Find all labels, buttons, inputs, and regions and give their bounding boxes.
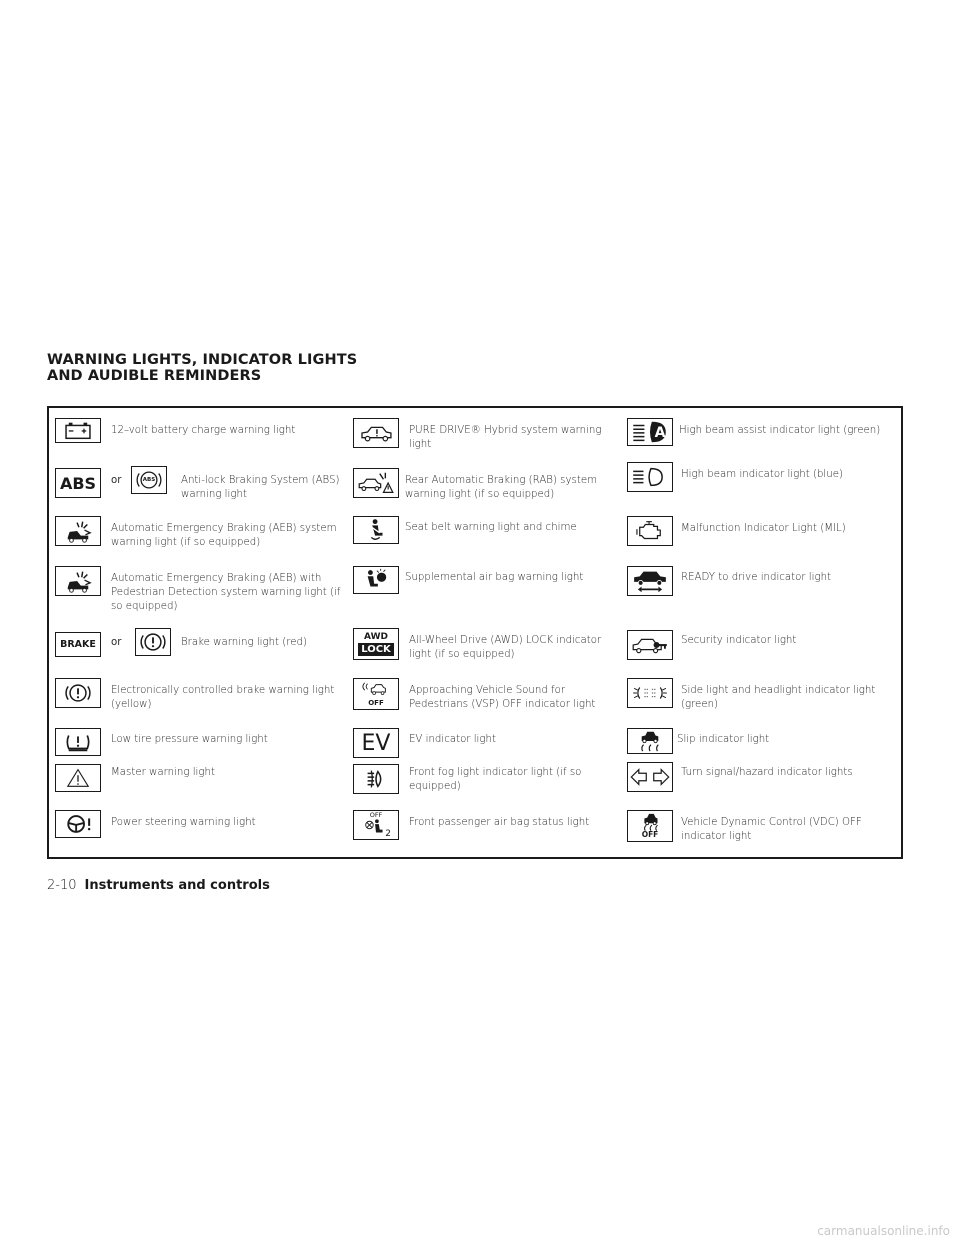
section-name: Instruments and controls	[84, 878, 270, 893]
security-icon	[627, 630, 673, 660]
list-item-label: Supplemental air bag warning light	[405, 572, 584, 583]
vsp-off-icon	[353, 678, 399, 710]
rear-braking-icon	[353, 468, 399, 498]
aeb-icon	[55, 516, 101, 546]
vdc-off-text: OFF	[641, 830, 659, 839]
list-item-label: Front passenger air bag status light	[409, 817, 590, 828]
aeb-pedestrian-icon	[55, 566, 101, 596]
list-item-label: Automatic Emergency Braking (AEB) system warning light (if so equipped)	[111, 523, 337, 548]
electronic-brake-icon	[55, 678, 101, 708]
list-item-label: READY to drive indicator light	[681, 572, 832, 583]
abs-icon	[55, 468, 101, 498]
high-beam-icon	[627, 462, 673, 492]
high-beam-assist-icon	[627, 418, 673, 446]
list-item-label: PURE DRIVE® Hybrid system warning light	[409, 425, 602, 450]
or-connector: or	[111, 637, 122, 648]
list-item-label: Security indicator light	[681, 635, 797, 646]
vdc-off-icon	[627, 810, 673, 842]
air-bag-icon	[353, 566, 399, 594]
list-item-label: Master warning light	[111, 767, 215, 778]
list-item-label: High beam assist indicator light (green)	[679, 425, 881, 436]
side-light-icon	[627, 678, 673, 708]
front-fog-icon	[353, 764, 399, 794]
or-connector: or	[111, 475, 122, 486]
list-item-label: Turn signal/hazard indicator lights	[681, 767, 853, 778]
list-item-label: Automatic Emergency Braking (AEB) with Pedestrian Detection system warning light (if so equipped)	[111, 573, 341, 612]
brake-icon-text: BRAKE	[60, 639, 96, 650]
slip-icon	[627, 728, 673, 754]
list-item-label: Brake warning light (red)	[181, 637, 307, 648]
awd-text: AWD	[364, 632, 388, 642]
list-item-label: EV indicator light	[409, 734, 496, 745]
list-item-label: Low tire pressure warning light	[111, 734, 268, 745]
page-footer	[47, 878, 270, 894]
passenger-off-text: OFF	[369, 811, 383, 819]
ready-icon	[627, 566, 673, 596]
turn-signal-icon	[627, 762, 673, 792]
abs-circle-icon	[131, 466, 167, 494]
list-item-label: Power steering warning light	[111, 817, 256, 828]
tire-pressure-icon	[55, 728, 101, 756]
list-item-label: Vehicle Dynamic Control (VDC) OFF indicator light	[681, 817, 862, 842]
battery-icon	[55, 418, 101, 443]
page-title-line-2: AND AUDIBLE REMINDERS	[47, 368, 262, 384]
ev-icon-text: EV	[361, 730, 391, 756]
list-item-label: Anti-lock Braking System (ABS) warning light	[181, 475, 340, 500]
passenger-airbag-icon	[353, 810, 399, 840]
brake-circle-icon	[135, 628, 171, 656]
page-number: 2-10	[47, 878, 77, 893]
auto-letter: A	[654, 425, 666, 441]
power-steering-icon	[55, 810, 101, 838]
passenger-seat-number: 2	[385, 829, 391, 839]
awd-lock-icon	[353, 628, 399, 660]
list-item-label: Rear Automatic Braking (RAB) system warning light (if so equipped)	[405, 475, 598, 500]
list-item-label: Front fog light indicator light (if so equipped)	[409, 767, 582, 792]
seat-belt-icon	[353, 516, 399, 544]
list-item-label: Side light and headlight indicator light (green)	[681, 685, 876, 710]
lock-text: LOCK	[358, 643, 394, 656]
ev-icon	[353, 728, 399, 758]
vsp-off-text: OFF	[368, 699, 384, 707]
page-title-line-1: WARNING LIGHTS, INDICATOR LIGHTS	[47, 352, 358, 368]
list-item-label: High beam indicator light (blue)	[681, 469, 843, 480]
list-item-label: Slip indicator light	[677, 734, 770, 745]
list-item-label: All-Wheel Drive (AWD) LOCK indicator light (if so equipped)	[409, 635, 602, 660]
watermark: carmanualsonline.info	[817, 1224, 950, 1238]
master-warning-icon	[55, 764, 101, 792]
list-item-label: Approaching Vehicle Sound for Pedestrians (VSP) OFF indicator light	[409, 685, 596, 710]
list-item-label: Malfunction Indicator Light (MIL)	[681, 523, 846, 534]
list-item-label: Seat belt warning light and chime	[405, 522, 577, 533]
engine-icon	[627, 516, 673, 546]
list-item-label: Electronically controlled brake warning light (yellow)	[111, 685, 335, 710]
page-title	[47, 352, 357, 384]
brake-icon	[55, 632, 101, 657]
warning-lights-panel	[47, 406, 903, 859]
hybrid-system-icon	[353, 418, 399, 448]
abs-icon-text: ABS	[59, 473, 97, 493]
list-item-label: 12–volt battery charge warning light	[111, 425, 296, 436]
abs-circle-icon-text: ABS	[142, 477, 156, 483]
